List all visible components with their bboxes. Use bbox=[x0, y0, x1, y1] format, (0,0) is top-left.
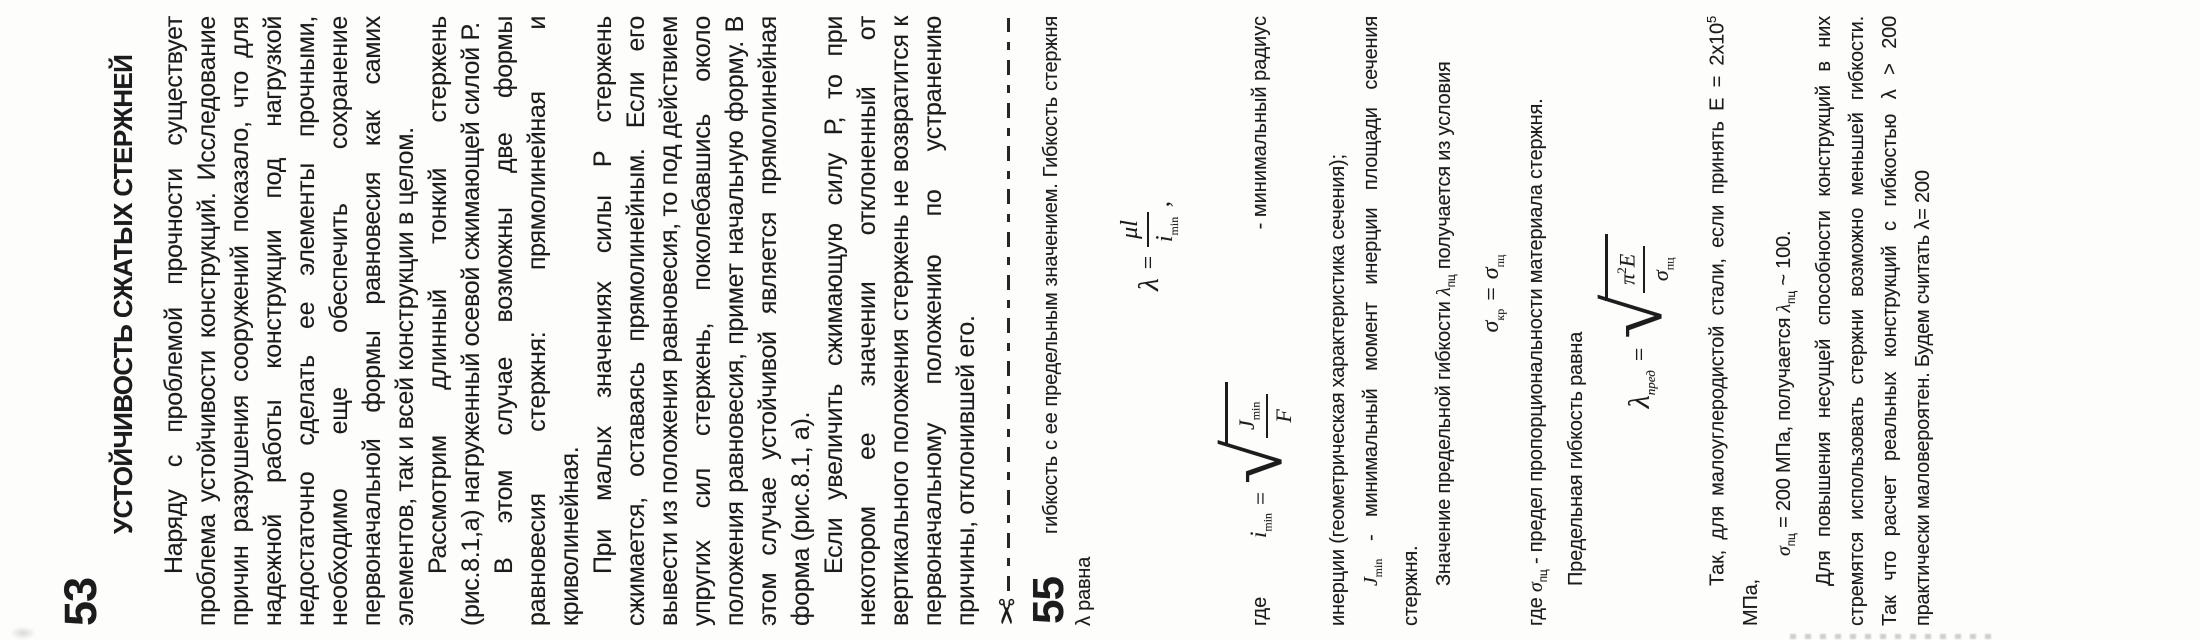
text-run: Значение предельной гибкости bbox=[1432, 295, 1455, 586]
where-sigma-text bbox=[1520, 16, 1560, 626]
min-subscript: min bbox=[1247, 401, 1262, 421]
lambda-symbol: λ bbox=[1772, 303, 1795, 313]
equals-sign: = bbox=[1479, 287, 1506, 301]
sigma-pc bbox=[1478, 255, 1508, 280]
comma: , bbox=[1148, 201, 1175, 208]
pc-subscript: пц bbox=[1535, 569, 1550, 583]
jmin-definition bbox=[1355, 16, 1428, 626]
formula-slenderness bbox=[1117, 16, 1182, 626]
squared-superscript: 2 bbox=[1613, 267, 1629, 274]
numerator: μl bbox=[1117, 212, 1149, 247]
radius-description: - минимальный радиус bbox=[1249, 16, 1272, 230]
fraction bbox=[1117, 212, 1182, 247]
kr-subscript: кр bbox=[1492, 308, 1507, 321]
sigma-symbol: σ bbox=[1772, 546, 1795, 556]
steel-example-text bbox=[1695, 16, 1768, 626]
exponent: 5 bbox=[1704, 16, 1720, 24]
i-symbol: i bbox=[1245, 531, 1271, 538]
scissors-icon: ✂ bbox=[989, 597, 1027, 626]
denominator: F bbox=[1270, 409, 1296, 423]
sigma-200-line bbox=[1768, 16, 1808, 556]
card-55-intro: гибкость с ее предельным значением. Гибкость стержня λ равна bbox=[1040, 16, 1095, 626]
card-53-title: УСТОЙЧИВОСТЬ СЖАТЫХ СТЕРЖНЕЙ bbox=[108, 54, 138, 534]
formula-imin-radius bbox=[1202, 16, 1320, 626]
min-subscript: min bbox=[1166, 216, 1181, 236]
limit-label: Предельная гибкость равна bbox=[1564, 331, 1587, 586]
pc-subscript: пц bbox=[1783, 533, 1798, 547]
limit-condition-text bbox=[1428, 16, 1468, 626]
paragraph: При малых значениях силы Р стержень сжимается, оставаясь прямолинейным. Если его вывести из положения равновесия, то под действием упругих сил стержень, поколебавшись около положения равновесия, примет начальную форму. В этом случае устойчивой является прямолинейная форма (рис.8.1, а). bbox=[589, 16, 815, 626]
text-run: Так, для малоуглеродистой стали, если принять E = 2x10 bbox=[1706, 23, 1729, 586]
sigma-symbol: σ bbox=[1477, 320, 1504, 333]
equals-sign: = bbox=[1247, 491, 1273, 505]
radical bbox=[1210, 382, 1299, 484]
paragraph: Для повышения несущей способности конструкций в них стремятся использовать стержни возможно меньшей гибкости. Так что расчет реальных конструкций с гибкостью λ > 200 практически маловероятен. Будем считать λ= 200 bbox=[1812, 16, 1934, 626]
sigma-symbol: σ bbox=[1647, 270, 1673, 282]
imin-equation bbox=[1210, 382, 1299, 538]
equals-sign: = bbox=[1135, 255, 1162, 270]
imin-lhs bbox=[1246, 513, 1276, 538]
card-53 bbox=[46, 16, 983, 626]
pc-subscript: пц bbox=[1443, 274, 1458, 288]
min-subscript: min bbox=[1260, 512, 1275, 532]
scan-artifact bbox=[10, 626, 36, 640]
J-symbol: J bbox=[1359, 577, 1382, 586]
pc-subscript: пц bbox=[1662, 257, 1677, 271]
where-label: где bbox=[1249, 596, 1272, 626]
paragraph: Рассмотрим длинный тонкий стержень (рис.8.1,а) нагруженный осевой сжимающей силой Р. bbox=[424, 16, 485, 626]
min-subscript: min bbox=[1370, 558, 1385, 578]
J-symbol: J bbox=[1233, 420, 1259, 431]
sigma-symbol: σ bbox=[1524, 582, 1547, 593]
paragraph: Если увеличить сжимающую силу Р, то при некотором ее значении отклоненный от вертикального положения стержень не возвратится к первоначальному положению по устранению причины, отклонившей его. bbox=[820, 16, 980, 626]
fraction bbox=[1614, 246, 1678, 293]
card-53-header bbox=[46, 16, 158, 626]
page-number-53: 53 bbox=[55, 577, 106, 626]
radical-sign: √ bbox=[1210, 440, 1299, 484]
pred-subscript: пред bbox=[1642, 370, 1658, 396]
lambda-symbol: λ bbox=[1623, 395, 1657, 409]
formula-lambda-limit bbox=[1590, 16, 1679, 626]
card-55 bbox=[1024, 16, 1940, 626]
pc-subscript: пц bbox=[1783, 290, 1798, 304]
E-symbol: E bbox=[1613, 253, 1639, 268]
paragraph: Наряду с проблемой прочности существует проблема устойчивости конструкций. Исследование причин разрушения сооружений показало, что для надежной работы конструкции под нагрузкой недостаточно сделать ее элементы прочными, необходимо еще обеспечить сохранение первоначальной формы равновесия как самих элементов, так и всей конструкции в целом. bbox=[160, 16, 419, 626]
dashed-rule bbox=[1007, 18, 1010, 592]
text-run: = 200 МПа, получается bbox=[1772, 312, 1795, 534]
page-number-55: 55 bbox=[1024, 577, 1073, 624]
text-run: - предел пропорциональности материала стержня. bbox=[1524, 98, 1547, 570]
fraction bbox=[1234, 394, 1297, 438]
lambda-symbol: λ bbox=[1432, 287, 1455, 296]
denominator bbox=[1645, 246, 1677, 293]
text-run: получается из условия bbox=[1432, 61, 1455, 275]
radical bbox=[1590, 234, 1679, 339]
text-run: МПа, bbox=[1739, 579, 1762, 626]
sigma-symbol: σ bbox=[1477, 267, 1504, 280]
radicand bbox=[1605, 234, 1678, 301]
sigma-cr bbox=[1478, 309, 1508, 333]
cut-line bbox=[985, 16, 1031, 626]
radical-sign: √ bbox=[1590, 294, 1679, 339]
pc-subscript: пц bbox=[1492, 254, 1507, 268]
lambda-limit-lhs bbox=[1623, 370, 1659, 408]
text-run: ~ 100. bbox=[1772, 230, 1795, 291]
radicand bbox=[1225, 382, 1297, 446]
i-symbol: i bbox=[1152, 235, 1178, 243]
paragraph: инерции (геометрическая характеристика сечения); bbox=[1326, 154, 1349, 626]
formula-sigma-critical bbox=[1478, 16, 1508, 626]
scan-artifact bbox=[1790, 634, 2000, 639]
denominator bbox=[1149, 212, 1182, 247]
numerator bbox=[1614, 246, 1645, 293]
pi-symbol: π bbox=[1613, 273, 1639, 285]
text-run: где bbox=[1524, 592, 1547, 626]
paragraph: В этом случае возможны две формы равновесия стержня: прямолинейная и криволинейная. bbox=[490, 16, 584, 626]
text-run: - минимальный момент инерции площади сечения стержня. bbox=[1359, 16, 1422, 626]
equals-sign: = bbox=[1627, 347, 1654, 362]
numerator bbox=[1234, 394, 1268, 438]
lambda-symbol: λ bbox=[1132, 278, 1165, 291]
